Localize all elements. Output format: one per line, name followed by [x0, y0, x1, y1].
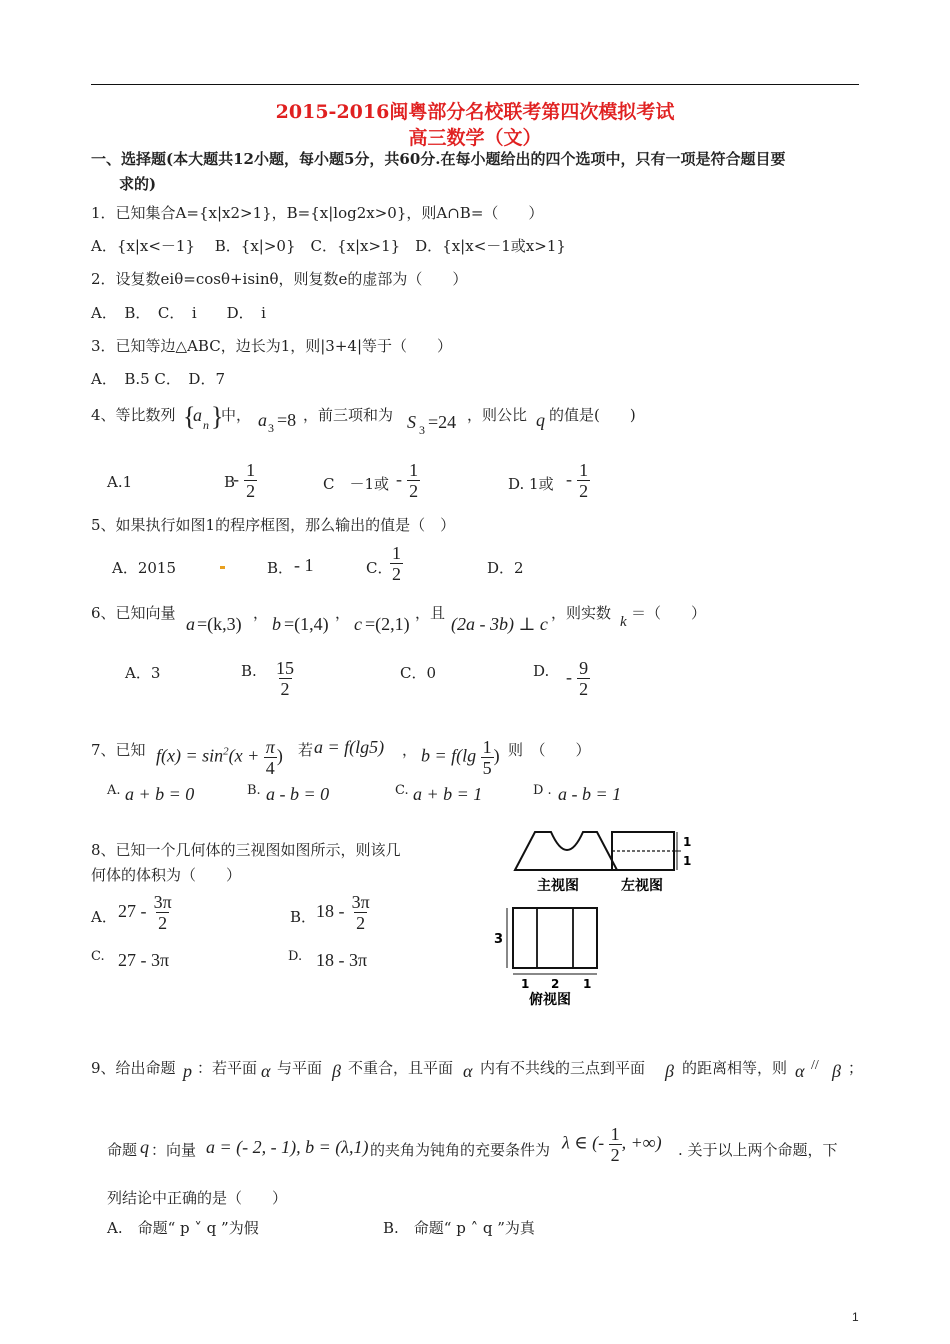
q6-vec-b-val: =(1,4): [284, 614, 329, 634]
q7-option-a-eq: a + b = 0: [125, 784, 195, 804]
q5-option-c: C．: [366, 559, 393, 577]
q4-seq-n: n: [203, 418, 209, 432]
q8-option-c-eq: 27 - 3π: [118, 950, 170, 970]
q7-function: $f(x) = \sin^2(x$ + $\frac{\pi}{4}$ ): [156, 737, 283, 778]
top-dim-left: 1: [521, 977, 530, 991]
header-rule: [91, 84, 859, 85]
three-view-figure: [494, 822, 705, 1012]
q7-ruo: 若: [298, 741, 314, 759]
q4-q: q: [536, 410, 545, 430]
q8-stem-2: 何体的体积为（ ）: [91, 866, 242, 884]
q4-brace-right: }: [211, 402, 224, 431]
q9-stem-7: ；: [848, 1059, 864, 1077]
q5-stem: 5、如果执行如图1的程序框图，那么输出的值是（ ）: [91, 516, 456, 534]
q7-stem-1: 7、已知: [91, 741, 146, 759]
q4-option-a: A.1: [107, 473, 133, 491]
q6-option-b: B.: [241, 662, 257, 680]
q6-condition: (2a - 3b) ⊥ c: [451, 614, 548, 634]
q6-stem-2: ，且: [415, 604, 446, 622]
top-view: [494, 908, 597, 1008]
q9-alpha-2: α: [463, 1061, 473, 1081]
q6-vec-c-val: =(2,1): [365, 614, 410, 634]
side-view-label: 左视图: [621, 878, 663, 894]
section-heading: 一、选择题(本大题共12小题，每小题5分，共60分.在每小题给出的四个选项中，只有一项是符合题目要: [91, 150, 786, 168]
front-view: [515, 832, 617, 894]
page-title: 2015-2016闽粤部分名校联考第四次模拟考试: [275, 101, 675, 123]
q6-option-c: C．0: [400, 664, 437, 682]
q9-vectors: a = (- 2, - 1), b = (λ,1): [206, 1137, 369, 1157]
q9-stem-5: 内有不共线的三点到平面: [480, 1059, 646, 1077]
q7-option-c: C.: [395, 783, 409, 798]
q9-line2-4: . 关于以上两个命题，下: [678, 1141, 838, 1159]
front-view-label: 主视图: [537, 878, 579, 894]
q4-S-val: =24: [428, 412, 457, 432]
q5-option-b: B．: [267, 559, 294, 577]
q7-a-def: a = f(lg5): [314, 737, 385, 757]
q5-option-c-frac: $\frac{1}{2}$: [392, 543, 401, 584]
q9-stem-2: ：若平面: [197, 1059, 258, 1077]
q8-option-b: B．: [290, 908, 317, 926]
q5-option-a: A．2015: [112, 559, 177, 577]
q1-stem: 1．已知集合A={x|x2>1}，B={x|log2x>0}，则A∩B=（ ）: [91, 204, 544, 222]
q4-option-d: D. 1或: [508, 475, 554, 493]
top-dim-middle: 2: [551, 977, 560, 991]
q9-beta: β: [332, 1061, 341, 1081]
q7-option-a: A.: [107, 783, 121, 798]
q9-option-a: A. 命题“ p ˅ q ”为假: [107, 1219, 259, 1237]
q7-b-def: b = f(lg $\frac{1}{5}$ ): [421, 737, 500, 778]
q9-line3: 列结论中正确的是（ ）: [107, 1189, 288, 1207]
q9-stem-1: 9、给出命题: [91, 1059, 176, 1077]
q9-parallel: //: [811, 1058, 819, 1073]
q9-option-b: B. 命题“ p ˄ q ”为真: [383, 1219, 535, 1237]
q7-comma: ，: [402, 741, 418, 759]
q4-a3-val: =8: [277, 410, 297, 430]
q4-stem-2: 中，: [221, 406, 252, 424]
q7-option-c-eq: a + b = 1: [413, 784, 483, 804]
q6-vec-a-val: =(k,3): [197, 614, 242, 634]
q6-vec-c: c: [354, 614, 362, 634]
q9-alpha: α: [261, 1061, 271, 1081]
q9-beta-2: β: [665, 1061, 674, 1081]
q7-option-d: D .: [533, 783, 552, 798]
q9-line2-3: 的夹角为钝角的充要条件为: [370, 1141, 551, 1159]
q6-vec-a: a: [186, 614, 195, 634]
q4-stem-3: ，前三项和为: [303, 406, 394, 424]
q9-beta-3: β: [832, 1061, 841, 1081]
q9-stem-6: 的距离相等，则: [682, 1059, 788, 1077]
top-dim-height: 3: [494, 932, 504, 947]
q4-option-b-frac: - $\frac{1}{2}$: [233, 460, 256, 501]
q6-option-d: D.: [533, 662, 550, 680]
q9-q: q: [140, 1137, 149, 1157]
q4-brace-left: {: [183, 402, 196, 431]
side-dim-bottom: 1: [683, 854, 692, 868]
q8-option-a-expr: 27 - $\frac{3\pi}{2}$: [118, 892, 172, 933]
q5-option-d: D．2: [487, 559, 524, 577]
q6-comma-2: ，: [335, 604, 351, 622]
q6-stem-3: ，则实数: [551, 604, 612, 622]
q4-stem-1: 4、等比数列: [91, 406, 176, 424]
q6-stem-1: 6、已知向量: [91, 604, 176, 622]
q4-option-c-frac: - $\frac{1}{2}$: [396, 460, 419, 501]
q3-options: A． B.5 C． D．7: [91, 370, 225, 388]
q9-stem-4: 不重合，且平面: [348, 1059, 454, 1077]
q4-option-d-frac: - $\frac{1}{2}$: [566, 460, 589, 501]
q4-S-sub: 3: [419, 423, 425, 437]
q1-options: A．{x|x<－1} B．{x|>0} C．{x|x>1} D．{x|x<－1或x>1}: [91, 237, 566, 255]
q4-S: S: [407, 412, 416, 432]
q8-option-a: A．: [91, 908, 117, 926]
q6-comma-1: ，: [253, 604, 269, 622]
q8-option-b-expr: 18 - $\frac{3\pi}{2}$: [316, 892, 370, 933]
q6-option-b-frac: $\frac{15}{2}$: [276, 658, 294, 699]
q6-stem-4: ＝（ ）: [631, 604, 707, 622]
q9-p: p: [183, 1061, 192, 1081]
q4-option-b: B: [224, 473, 236, 491]
q9-lambda-range: λ ∈ (- $\frac{1}{2}$ , +∞): [562, 1124, 662, 1165]
q2-options: A． B． C． i D． i: [91, 304, 266, 322]
q3-stem: 3．已知等边△ABC，边长为1，则|3+4|等于（ ）: [91, 337, 452, 355]
page-number: 1: [852, 1310, 859, 1324]
q6-k: k: [620, 614, 627, 630]
q9-alpha-3: α: [795, 1061, 805, 1081]
top-dim-right: 1: [583, 977, 592, 991]
q7-option-d-eq: a - b = 1: [558, 784, 622, 804]
q4-a3-sub: 3: [268, 421, 274, 435]
q4-stem-5: 的值是( ): [549, 406, 636, 424]
q8-option-c: C.: [91, 949, 105, 964]
q8-stem-1: 8、已知一个几何体的三视图如图所示，则该几: [91, 841, 401, 859]
q4-option-c: C －1或: [323, 475, 390, 493]
q4-stem-4: ，则公比: [467, 406, 528, 424]
q6-option-a: A．3: [125, 664, 161, 682]
q7-option-b-eq: a - b = 0: [266, 784, 330, 804]
q5-mark: [220, 566, 225, 569]
q4-a3: a: [258, 410, 267, 430]
top-view-label: 俯视图: [529, 992, 571, 1008]
q7-option-b: B.: [247, 783, 261, 798]
side-dim-top: 1: [683, 835, 692, 849]
q9-line2-1: 命题: [107, 1141, 138, 1159]
q2-stem: 2．设复数eiθ=cosθ+isinθ，则复数e的虚部为（ ）: [91, 270, 468, 288]
q5-option-b-value: - 1: [294, 555, 314, 575]
section-heading-cont: 求的): [119, 175, 157, 193]
q9-stem-3: 与平面: [277, 1059, 323, 1077]
page-subtitle: 高三数学（文）: [408, 127, 542, 149]
q4-seq-a: a: [193, 405, 202, 425]
q9-line2-2: ：向量: [151, 1141, 197, 1159]
q7-stem-end: 则 （ ）: [508, 741, 591, 759]
q8-option-d-eq: 18 - 3π: [316, 950, 368, 970]
side-view: [612, 832, 691, 894]
q6-vec-b: b: [272, 614, 281, 634]
q8-option-d: D.: [288, 949, 303, 964]
q6-option-d-frac: - $\frac{9}{2}$: [566, 658, 589, 699]
